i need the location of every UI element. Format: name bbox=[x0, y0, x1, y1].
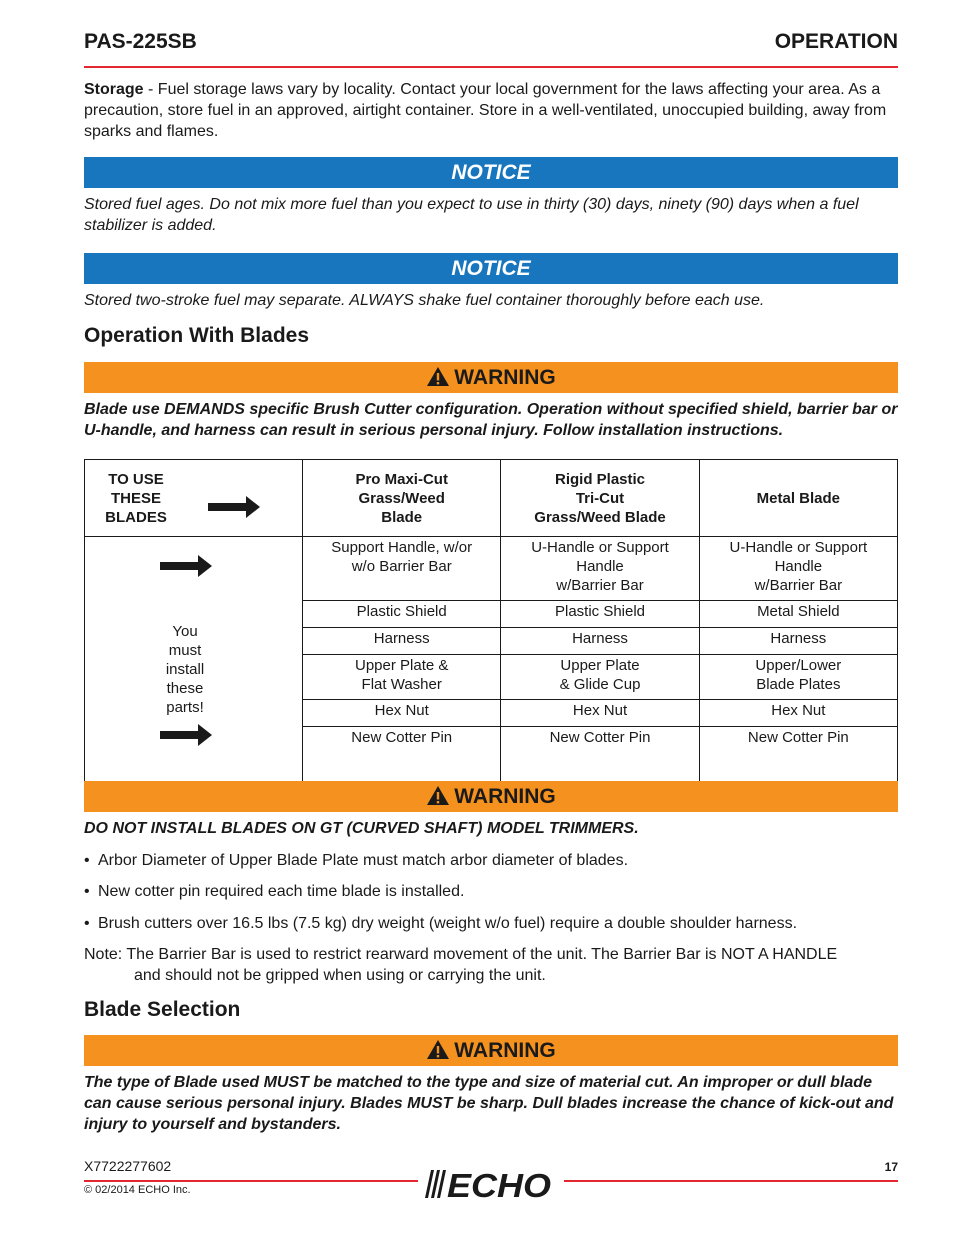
section-name: OPERATION bbox=[774, 30, 898, 53]
cell-line: Tri-Cut bbox=[575, 489, 625, 507]
cell-line: You bbox=[172, 623, 198, 640]
cell-line: Handle bbox=[576, 558, 624, 575]
cell-line: Harness bbox=[373, 630, 430, 647]
cell-line: New Cotter Pin bbox=[351, 729, 453, 746]
arrow-right-icon bbox=[160, 555, 212, 577]
bullet-symbol: • bbox=[84, 883, 90, 900]
copyright: © 02/2014 ECHO Inc. bbox=[84, 1184, 191, 1196]
footer-rule-left bbox=[84, 1180, 418, 1182]
storage-paragraph bbox=[84, 79, 898, 142]
notice-banner-2: NOTICE bbox=[84, 253, 898, 284]
column-header-tri-cut bbox=[501, 460, 699, 537]
cell-line: Handle bbox=[774, 558, 823, 575]
cell-line: Upper Plate & bbox=[355, 657, 449, 674]
corner-cell bbox=[85, 460, 303, 537]
table-cell bbox=[699, 537, 897, 601]
cell-line: U-Handle or Support bbox=[531, 539, 669, 556]
cell-line: New Cotter Pin bbox=[549, 729, 651, 746]
warning-banner-2 bbox=[84, 781, 898, 812]
cell-line: must bbox=[168, 642, 202, 659]
storage-text: - Fuel storage laws vary by locality. Contact your local government for the laws affecting your area. As a precaution, store fuel in an approved, airtight container. Store in a well-ventilated, unoccupied building, away from sparks and flames. bbox=[84, 81, 887, 140]
table-cell bbox=[303, 655, 501, 700]
table-cell bbox=[501, 655, 699, 700]
table-cell bbox=[303, 601, 501, 628]
arrow-right-icon bbox=[160, 724, 212, 746]
echo-logo bbox=[421, 1168, 561, 1200]
notice-text-1: Stored fuel ages. Do not mix more fuel than you expect to use in thirty (30) days, ninety (90) days when a fuel stabilizer is added. bbox=[84, 196, 859, 234]
warning-title-3: WARNING bbox=[454, 1039, 556, 1062]
cell-line: Plastic Shield bbox=[554, 603, 646, 620]
cell-line: these bbox=[166, 680, 204, 697]
page-number: 17 bbox=[884, 1160, 898, 1174]
cell-line: Hex Nut bbox=[572, 702, 628, 719]
arrow-right-icon bbox=[208, 496, 260, 518]
note-line-2: and should not be gripped when using or carrying the unit. bbox=[134, 967, 546, 984]
cell-line: New Cotter Pin bbox=[747, 729, 849, 746]
bullet-text: New cotter pin required each time blade is installed. bbox=[98, 883, 465, 900]
table-cell bbox=[699, 727, 897, 785]
table-cell bbox=[501, 700, 699, 727]
table-cell bbox=[303, 628, 501, 655]
footer-rule-right bbox=[564, 1180, 898, 1182]
table-cell bbox=[501, 601, 699, 628]
table-cell bbox=[699, 655, 897, 700]
table-cell bbox=[501, 628, 699, 655]
table-cell bbox=[699, 628, 897, 655]
table-header-row bbox=[85, 460, 898, 537]
cell-line: THESE bbox=[110, 489, 161, 507]
table-cell bbox=[699, 700, 897, 727]
table-cell bbox=[303, 537, 501, 601]
warning-banner-1 bbox=[84, 362, 898, 393]
cell-line: install bbox=[165, 661, 205, 678]
cell-line: Upper/Lower bbox=[755, 657, 842, 674]
cell-line: w/Barrier Bar bbox=[556, 577, 644, 594]
model-name: PAS-225SB bbox=[84, 30, 197, 53]
cell-line: Upper Plate bbox=[560, 657, 640, 674]
table-cell bbox=[303, 700, 501, 727]
warning-title-2: WARNING bbox=[454, 785, 556, 808]
cell-line: Plastic Shield bbox=[356, 603, 447, 620]
cell-line: Blade Plates bbox=[756, 676, 841, 693]
bullet-symbol: • bbox=[84, 852, 90, 869]
cell-line: Harness bbox=[572, 630, 628, 647]
cell-line: Metal Shield bbox=[757, 603, 840, 620]
barrier-bar-note bbox=[84, 944, 898, 986]
cell-line: Grass/Weed Blade bbox=[534, 508, 666, 526]
note-line-1: Note: The Barrier Bar is used to restrict rearward movement of the unit. The Barrier Bar is NOT A HANDLE bbox=[84, 946, 838, 963]
cell-line: Blade bbox=[381, 508, 423, 526]
section-title-selection: Blade Selection bbox=[84, 998, 241, 1021]
bullet-symbol: • bbox=[84, 915, 90, 932]
cell-line: Flat Washer bbox=[361, 676, 442, 693]
bullet-text: Brush cutters over 16.5 lbs (7.5 kg) dry weight (weight w/o fuel) require a double shoulder harness. bbox=[98, 915, 798, 932]
notice-text-2: Stored two-stroke fuel may separate. ALWAYS shake fuel container thoroughly before each use. bbox=[84, 292, 765, 309]
cell-line: Hex Nut bbox=[374, 702, 429, 719]
table-cell bbox=[501, 727, 699, 785]
table-cell bbox=[303, 727, 501, 785]
column-header-pro-maxi-cut bbox=[303, 460, 501, 537]
warning-triangle-icon bbox=[426, 1039, 450, 1060]
warning-triangle-icon bbox=[426, 366, 450, 387]
cell-line: Support Handle, w/or bbox=[331, 539, 473, 556]
corner-label bbox=[103, 470, 169, 527]
bullet-text: Arbor Diameter of Upper Blade Plate must match arbor diameter of blades. bbox=[98, 852, 629, 869]
cell-line: & Glide Cup bbox=[559, 676, 641, 693]
warning-text-2: DO NOT INSTALL BLADES ON GT (CURVED SHAFT) MODEL TRIMMERS. bbox=[84, 820, 639, 837]
table-cell bbox=[501, 537, 699, 601]
cell-line: U-Handle or Support bbox=[729, 539, 868, 556]
column-header-metal-blade bbox=[699, 460, 897, 537]
cell-line: TO USE bbox=[108, 470, 164, 488]
cell-line: Metal Blade bbox=[756, 489, 841, 507]
cell-line: w/Barrier Bar bbox=[754, 577, 843, 594]
cell-line: Rigid Plastic bbox=[555, 470, 646, 488]
cell-line: w/o Barrier Bar bbox=[351, 558, 452, 575]
warning-triangle-icon bbox=[426, 785, 450, 806]
warning-banner-3 bbox=[84, 1035, 898, 1066]
storage-label: Storage bbox=[84, 81, 144, 98]
cell-line: Grass/Weed bbox=[358, 489, 445, 507]
page-header bbox=[84, 30, 898, 68]
part-number: X7722277602 bbox=[84, 1158, 172, 1174]
section-title-blades: Operation With Blades bbox=[84, 324, 310, 347]
table-cell bbox=[699, 601, 897, 628]
warning-title-1: WARNING bbox=[454, 366, 556, 389]
cell-line: Pro Maxi-Cut bbox=[355, 470, 448, 488]
cell-line: parts! bbox=[166, 699, 204, 716]
warning-text-1: Blade use DEMANDS specific Brush Cutter configuration. Operation without specified shield, barrier bar or U-handle, and harness can result in serious personal injury. Follow installation instructions. bbox=[84, 401, 898, 439]
cell-line: Harness bbox=[770, 630, 827, 647]
warning-text-3: The type of Blade used MUST be matched to the type and size of material cut. An improper or dull blade can cause serious personal injury. Blades MUST be sharp. Dull blades increase the chance of kick-out and injury to yourself and bystanders. bbox=[84, 1074, 894, 1133]
logo-wordmark: ECHO bbox=[447, 1168, 552, 1200]
cell-line: BLADES bbox=[105, 508, 167, 526]
cell-line: Hex Nut bbox=[771, 702, 826, 719]
notice-banner-1: NOTICE bbox=[84, 157, 898, 188]
